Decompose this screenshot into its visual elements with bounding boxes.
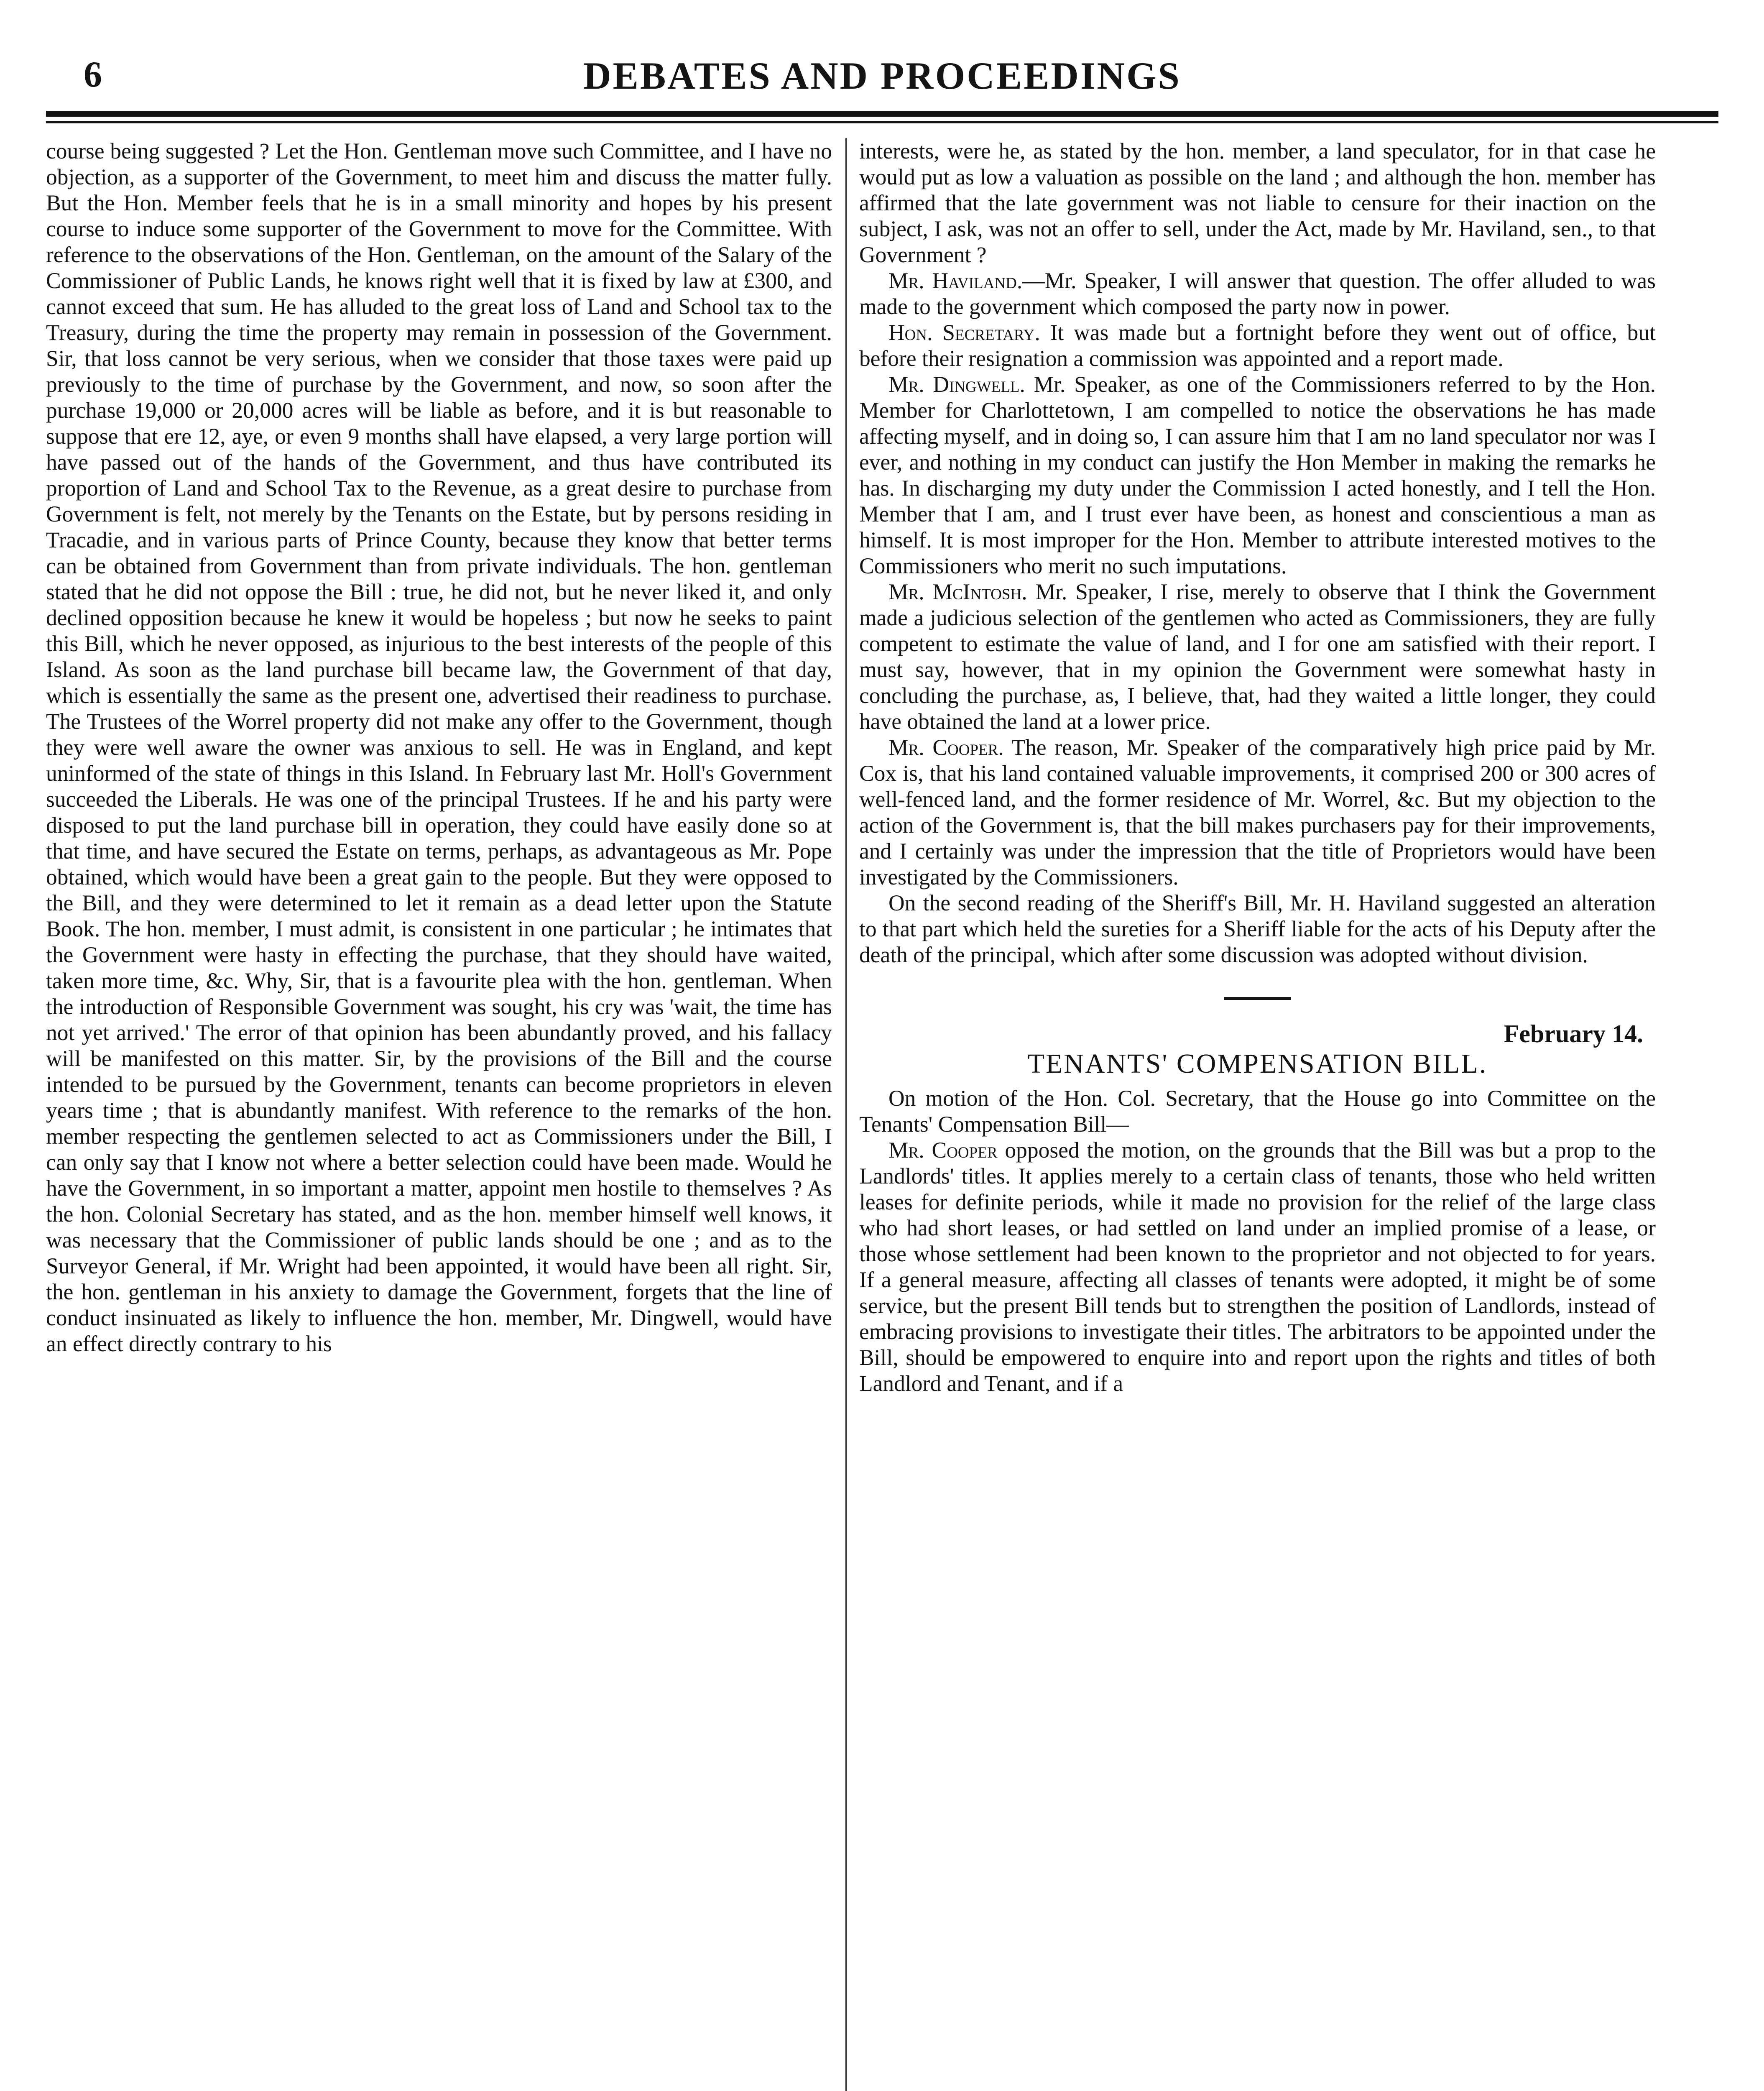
speaker-name: Mr. Dingwell.: [888, 372, 1025, 397]
speech-haviland: [859, 268, 1656, 320]
page-number: 6: [84, 54, 102, 95]
paragraph-motion: On motion of the Hon. Col. Secretary, that the House go into Committee on the Tenants' Compensation Bill—: [859, 1086, 1656, 1137]
paragraph-interests: interests, were he, as stated by the hon. member, a land speculator, for in that case he would put as low a valuation as possible on the land ; and although the hon. member has affirmed that the late government was not liable to censure for their inaction on the subject, I ask, was not an offer to sell, under the Act, made by Mr. Haviland, sen., to that Government ?: [859, 138, 1656, 267]
speaker-name: Hon. Secretary.: [888, 320, 1040, 345]
speech-text: —Mr. Speaker, I will answer that question. The offer alluded to was made to the government which composed the party now in power.: [859, 268, 1656, 319]
speech-text: opposed the motion, on the grounds that the Bill was but a prop to the Landlords' titles. It applies merely to a certain class of tenants, those who held written leases for definite periods, while it made no provision for the relief of the large class who had short leases, or had settled on land under an implied promise of a lease, or those whose settlement had been known to the proprietor and not objected to for years. If a general measure, affecting all classes of tenants were adopted, it might be of some service, but the present Bill tends but to strengthen the position of Landlords, instead of embracing provisions to investigate their titles. The arbitrators to be appointed under the Bill, should be empowered to enquire into and report upon the rights and titles of both Landlord and Tenant, and if a: [859, 1138, 1656, 1396]
speaker-name: Mr. McIntosh.: [888, 579, 1027, 604]
right-column: [859, 138, 1656, 2091]
dateline: February 14.: [1504, 1020, 1643, 1048]
speech-text: Mr. Speaker, as one of the Commissioners referred to by the Hon. Member for Charlottetown, I am compelled to notice the observations he has made affecting myself, and in doing so, I can assure him that I am no land speculator nor was I ever, and nothing in my conduct can justify the Hon Member in making the remarks he has. In discharging my duty under the Commission I acted honestly, and I tell the Hon. Member that I am, and I trust ever have been, as honest and conscientious a man as himself. It is most improper for the Hon. Member to attribute interested motives to the Commissioners who merit no such imputations.: [859, 372, 1656, 578]
speech-text: The reason, Mr. Speaker of the comparatively high price paid by Mr. Cox is, that his land contained valuable improvements, it comprised 200 or 300 acres of well-fenced land, and the former residence of Mr. Worrel, &c. But my objection to the action of the Government is, that the bill makes purchasers pay for their improvements, and I certainly was under the impression that the title of Proprietors would have been investigated by the Commissioners.: [859, 735, 1656, 890]
speaker-name: Mr. Cooper.: [888, 735, 1004, 760]
left-column: [46, 138, 832, 2091]
speech-cooper: [859, 734, 1656, 890]
speech-cooper-opposition: [859, 1137, 1656, 1396]
speaker-name: Mr. Cooper: [888, 1138, 998, 1163]
column-divider: [845, 138, 847, 2091]
paragraph-sheriffs-bill: On the second reading of the Sheriff's Bill, Mr. H. Haviland suggested an alteration to that part which held the sureties for a Sheriff liable for the acts of his Deputy after the death of the principal, which after some discussion was adopted without division.: [859, 890, 1656, 967]
running-title: DEBATES AND PROCEEDINGS: [583, 54, 1181, 97]
header-rule-thin: [46, 121, 1718, 123]
section-title: TENANTS' COMPENSATION BILL.: [1027, 1048, 1488, 1079]
section-divider: [1224, 997, 1291, 1000]
speech-text: It was made but a fortnight before they went out of office, but before their resignation a commission was appointed and a report made.: [859, 320, 1656, 371]
left-column-paragraph: course being suggested ? Let the Hon. Gentleman move such Committee, and I have no objection, as a supporter of the Government, to meet him and discuss the matter fully. But the Hon. Member feels that he is in a small minority and hopes by his present course to induce some supporter of the Government to move for the Committee. With reference to the observations of the Hon. Gentleman, on the amount of the Salary of the Commissioner of Public Lands, he knows right well that it is fixed by law at £300, and cannot exceed that sum. He has alluded to the great loss of Land and School tax to the Treasury, during the time the property may remain in possession of the Government. Sir, that loss cannot be very serious, when we consider that those taxes were paid up previously to the time of purchase by the Government, and now, so soon after the purchase 19,000 or 20,000 acres will be liable as before, and it is but reasonable to suppose that ere 12, aye, or even 9 months shall have elapsed, a very large portion will have passed out of the hands of the Government, and thus have contributed its proportion of Land and School Tax to the Revenue, as a great desire to purchase from Government is felt, not merely by the Tenants on the Estate, but by persons residing in Tracadie, and in various parts of Prince County, because they know that better terms can be obtained from Government than from private individuals. The hon. gentleman stated that he did not oppose the Bill : true, he did not, but he never liked it, and only declined opposition because he knew it would be hopeless ; but now he seeks to paint this Bill, which he never opposed, as injurious to the best interests of the people of this Island. As soon as the land purchase bill became law, the Government of that day, which is essentially the same as the present one, advertised their readiness to purchase. The Trustees of the Worrel property did not make any offer to the Government, though they were well aware the owner was anxious to sell. He was in England, and kept uninformed of the state of things in this Island. In February last Mr. Holl's Government succeeded the Liberals. He was one of the principal Trustees. If he and his party were disposed to put the land purchase bill in operation, they could have easily done so at that time, and have secured the Estate on terms, perhaps, as advantageous as Mr. Pope obtained, which would have been a great gain to the people. But they were opposed to the Bill, and they were determined to let it remain as a dead letter upon the Statute Book. The hon. member, I must admit, is consistent in one particular ; he intimates that the Government were hasty in effecting the purchase, that they should have waited, taken more time, &c. Why, Sir, that is a favourite plea with the hon. gentleman. When the introduction of Responsible Government was sought, his cry was 'wait, the time has not yet arrived.' The error of that opinion has been abundantly proved, and his fallacy will be manifested on this matter. Sir, by the provisions of the Bill and the course intended to be pursued by the Government, tenants can become proprietors in eleven years time ; that is abundantly manifest. With reference to the remarks of the hon. member respecting the gentlemen selected to act as Commissioners under the Bill, I can only say that I know not where a better selection could have been made. Would he have the Government, in so important a matter, appoint men hostile to themselves ? As the hon. Colonial Secretary has stated, and as the hon. member himself well knows, it was necessary that the Commissioner of public lands should be one ; and as to the Surveyor General, if Mr. Wright had been appointed, it would have been all right. Sir, the hon. gentleman in his anxiety to damage the Government, forgets that the line of conduct insinuated as likely to influence the hon. member, Mr. Dingwell, would have an effect directly contrary to his: [46, 138, 832, 1356]
speech-secretary: [859, 320, 1656, 371]
header-rule-thick: [46, 111, 1718, 117]
speech-mcintosh: [859, 579, 1656, 734]
page-header: [46, 50, 1718, 113]
speaker-name: Mr. Haviland.: [888, 268, 1023, 293]
speech-dingwell: [859, 371, 1656, 579]
speech-text: Mr. Speaker, I rise, merely to observe that I think the Government made a judicious selection of the gentlemen who acted as Commissioners, they are fully competent to estimate the value of land, and I for one am satisfied with their report. I must say, however, that in my opinion the Government were somewhat hasty in concluding the purchase, as, I believe, that, had they waited a little longer, they could have obtained the land at a lower price.: [859, 579, 1656, 734]
